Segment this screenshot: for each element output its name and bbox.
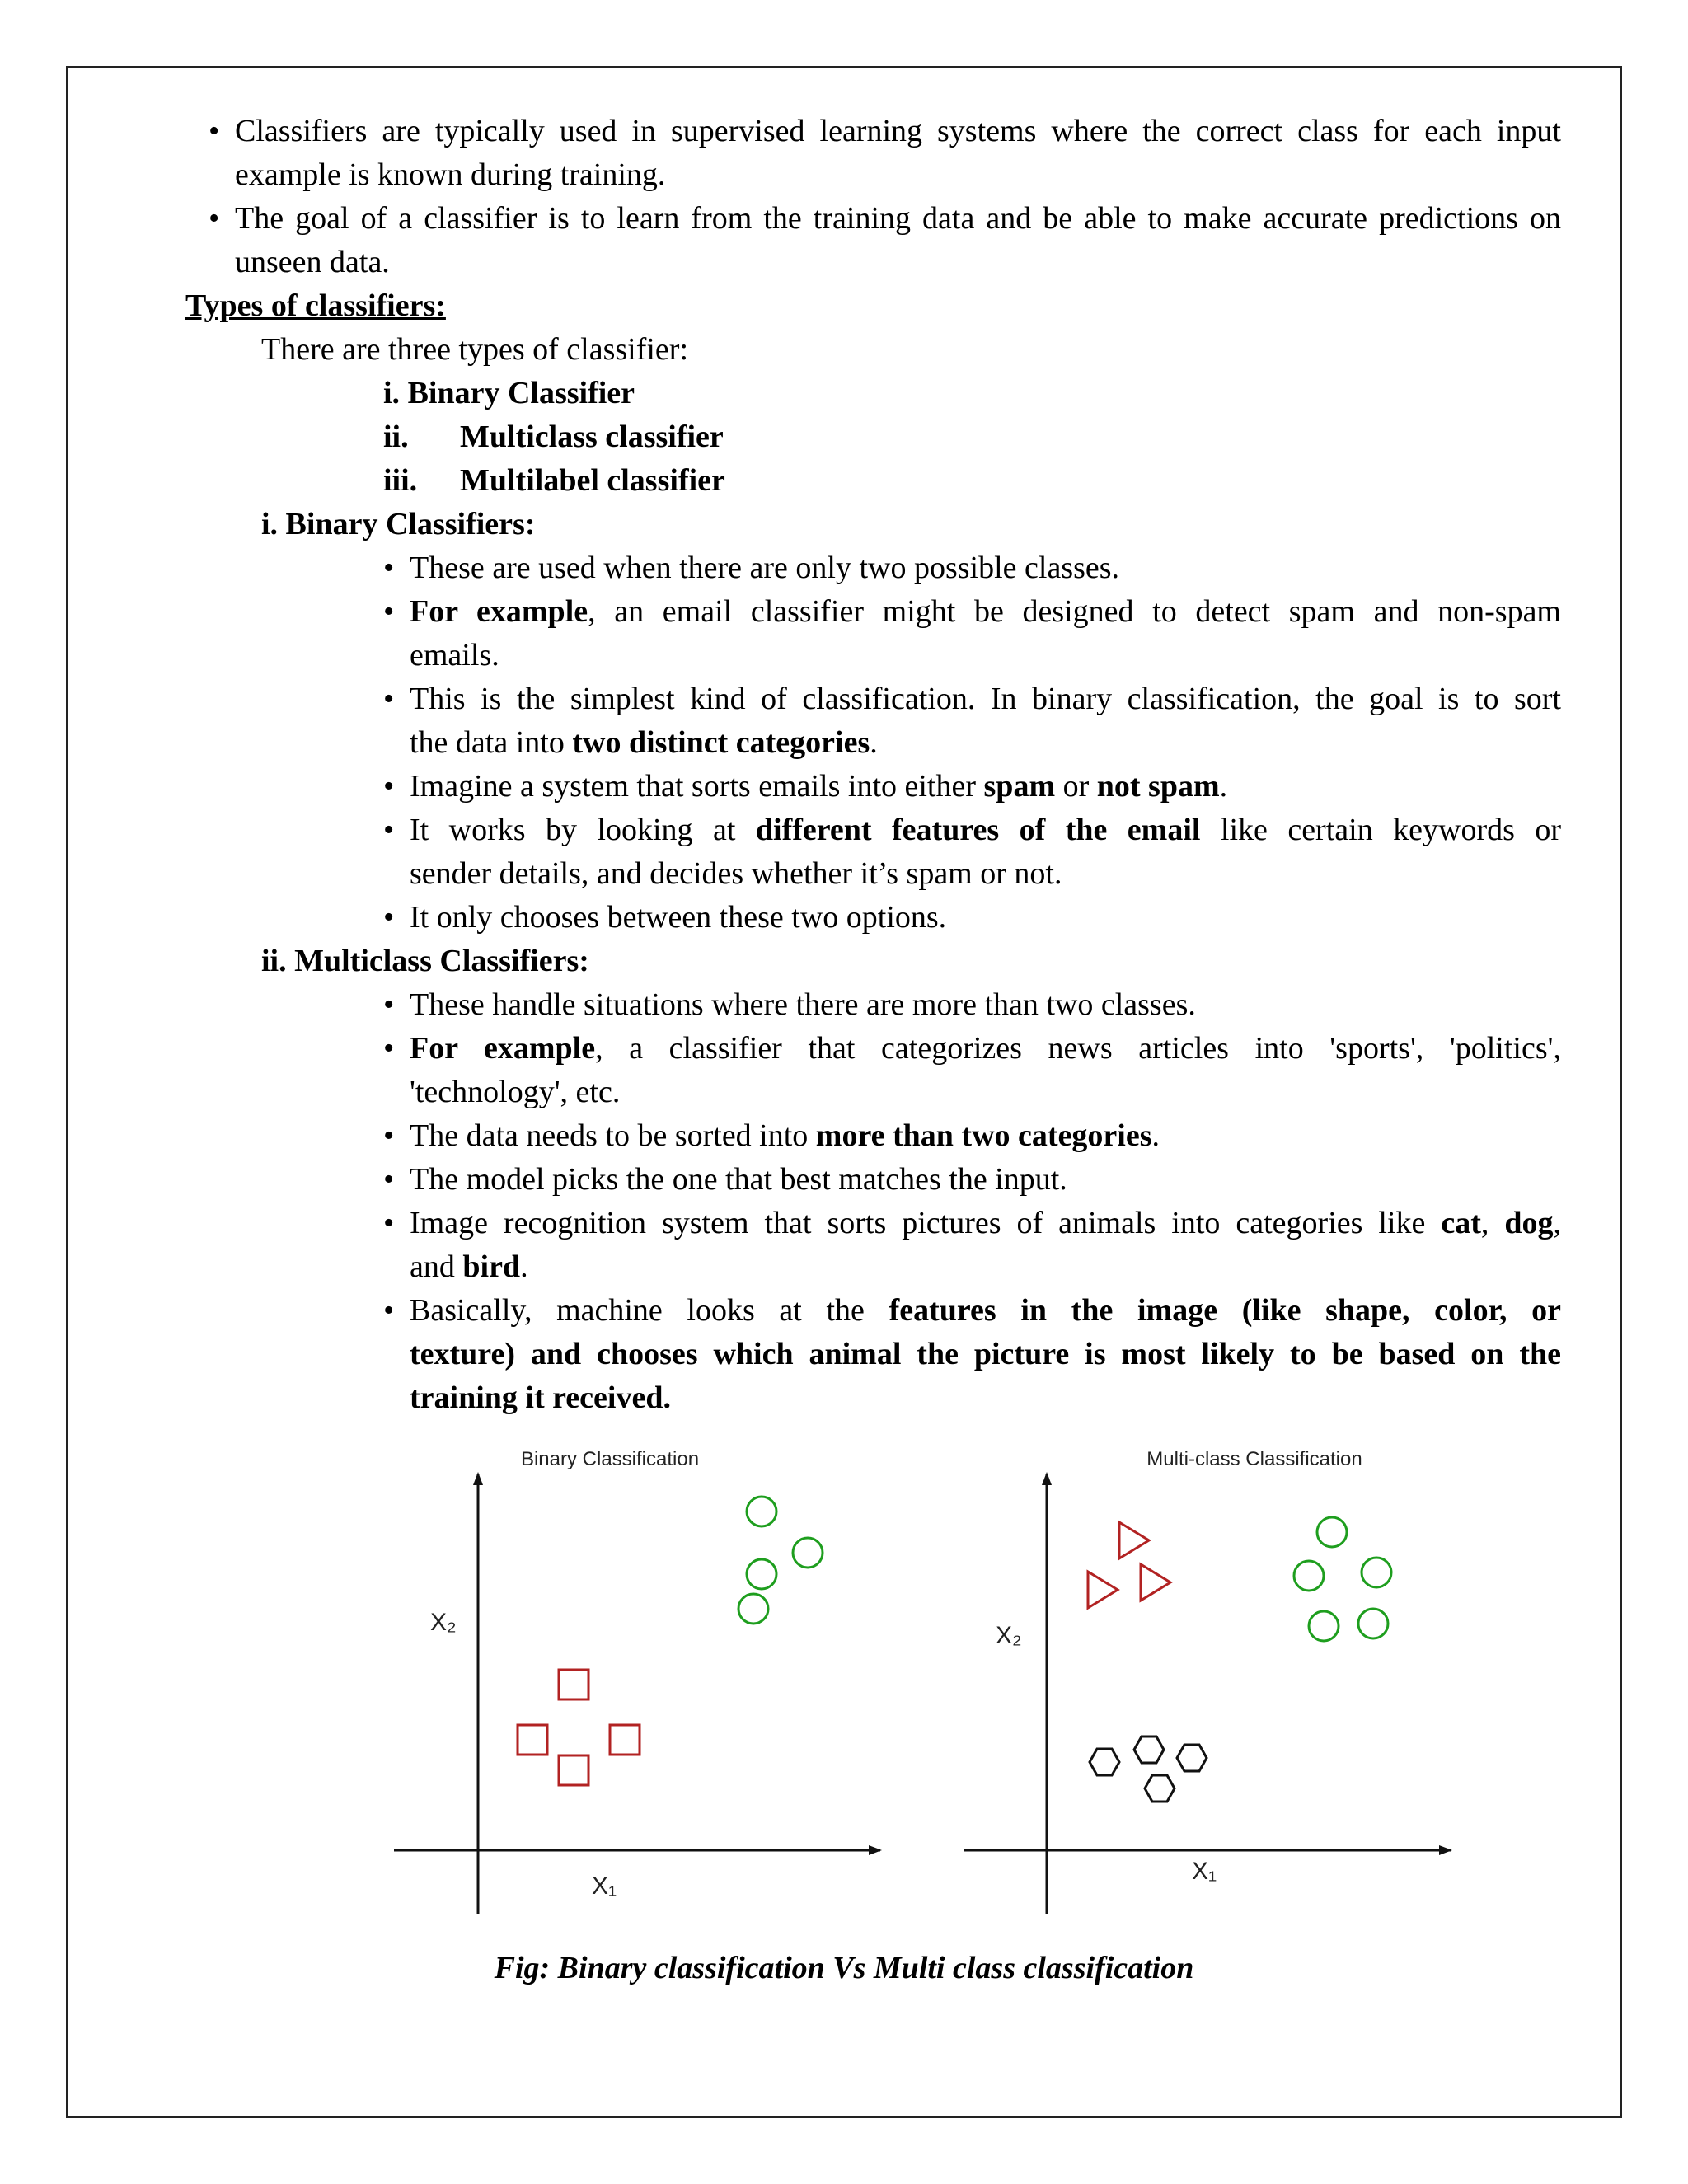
bullet-marker: • [383, 1206, 395, 1240]
bullet-marker: • [383, 551, 395, 585]
intro-bullet-1-line-1: Classifiers are typically used in supervised learning systems where the correct class for each input [235, 114, 1561, 148]
binary-classification-plot [394, 1448, 880, 1914]
class-b-circle [1317, 1517, 1347, 1547]
figure-caption: Fig: Binary classification Vs Multi class classification [494, 1951, 1194, 1985]
binary-point-5-line-2: sender details, and decides whether it’s spam or not. [410, 856, 1062, 891]
class-b-circle [1362, 1558, 1391, 1587]
bullet-marker: • [383, 1162, 395, 1197]
binary-x-label: X₁ [592, 1872, 617, 1900]
bullet-marker: • [383, 769, 395, 804]
multiclass-plot-title: Multi-class Classification [1146, 1448, 1362, 1470]
class-b-circle [1358, 1609, 1388, 1638]
multiclass-x-label: X₁ [1192, 1858, 1217, 1885]
class-b-circle [738, 1594, 768, 1624]
bullet-marker: • [383, 813, 395, 847]
intro-bullet-2-line-1: The goal of a classifier is to learn from the training data and be able to make accurate predictions on [235, 201, 1561, 236]
class-a-triangle [1119, 1522, 1149, 1558]
bullet-marker: • [383, 900, 395, 935]
class-c-hexagon [1134, 1736, 1164, 1763]
binary-y-label: X₂ [430, 1609, 457, 1636]
types-lead: There are three types of classifier: [261, 332, 689, 367]
types-list-item-2-text: Multiclass classifier [460, 419, 724, 454]
bullet-marker: • [209, 114, 220, 148]
class-c-hexagon [1145, 1775, 1175, 1802]
binary-plot-title: Binary Classification [520, 1448, 700, 1470]
binary-point-2-line-1: For example, an email classifier might be designed to detect spam and non-spam [410, 594, 1561, 629]
binary-point-3-line-1: This is the simplest kind of classification. In binary classification, the goal is to sort [410, 682, 1561, 716]
bullet-marker: • [209, 201, 220, 236]
types-list-item-1: i. Binary Classifier [383, 376, 635, 410]
class-a-triangle [1141, 1564, 1170, 1601]
types-heading: Types of classifiers: [185, 288, 446, 323]
binary-point-4: Imagine a system that sorts emails into either spam or not spam. [410, 769, 1228, 804]
multiclass-point-5-line-1: Image recognition system that sorts pictures of animals into categories like cat, dog, [410, 1206, 1562, 1240]
multiclass-point-2-line-2: 'technology', etc. [410, 1075, 621, 1109]
class-a-square [559, 1670, 588, 1699]
multiclass-point-5-line-2: and bird. [410, 1249, 528, 1284]
binary-heading: i. Binary Classifiers: [261, 507, 536, 541]
binary-point-5-line-1: It works by looking at different features of the email like certain keywords or [410, 813, 1561, 847]
multiclass-point-4: The model picks the one that best matches the input. [410, 1162, 1067, 1197]
types-list-item-2-num: ii. [383, 419, 409, 454]
types-list-item-3-num: iii. [383, 463, 418, 498]
binary-point-6: It only chooses between these two options. [410, 900, 947, 935]
multiclass-point-6-line-3: training it received. [410, 1380, 671, 1415]
multiclass-point-6-line-1: Basically, machine looks at the features in the image (like shape, color, or [410, 1293, 1561, 1328]
binary-point-2-line-2: emails. [410, 638, 499, 673]
multiclass-classification-plot [964, 1448, 1451, 1914]
class-b-circle [747, 1559, 776, 1589]
class-a-square [518, 1725, 547, 1755]
bullet-marker: • [383, 1031, 395, 1066]
bullet-marker: • [383, 1118, 395, 1153]
bullet-marker: • [383, 594, 395, 629]
class-a-square [559, 1755, 588, 1785]
multiclass-heading: ii. Multiclass Classifiers: [261, 944, 589, 978]
multiclass-y-label: X₂ [996, 1622, 1022, 1649]
class-c-hexagon [1090, 1749, 1119, 1775]
intro-bullet-1-line-2: example is known during training. [235, 157, 666, 192]
multiclass-point-1: These handle situations where there are more than two classes. [410, 987, 1196, 1022]
class-b-circle [1294, 1561, 1324, 1591]
bullet-marker: • [383, 1293, 395, 1328]
types-list-item-3-text: Multilabel classifier [460, 463, 725, 498]
multiclass-point-2-line-1: For example, a classifier that categorizes news articles into 'sports', 'politics', [410, 1031, 1561, 1066]
bullet-marker: • [383, 987, 395, 1022]
class-b-circle [793, 1538, 823, 1568]
class-b-circle [1309, 1611, 1339, 1641]
binary-point-3-line-2: the data into two distinct categories. [410, 725, 878, 760]
binary-point-1: These are used when there are only two possible classes. [410, 551, 1120, 585]
intro-bullet-2-line-2: unseen data. [235, 245, 390, 279]
bullet-marker: • [383, 682, 395, 716]
class-c-hexagon [1177, 1745, 1207, 1771]
class-b-circle [747, 1497, 776, 1526]
class-a-triangle [1088, 1572, 1118, 1608]
class-a-square [610, 1725, 640, 1755]
multiclass-point-6-line-2: texture) and chooses which animal the picture is most likely to be based on the [410, 1337, 1561, 1371]
multiclass-point-3: The data needs to be sorted into more than two categories. [410, 1118, 1160, 1153]
